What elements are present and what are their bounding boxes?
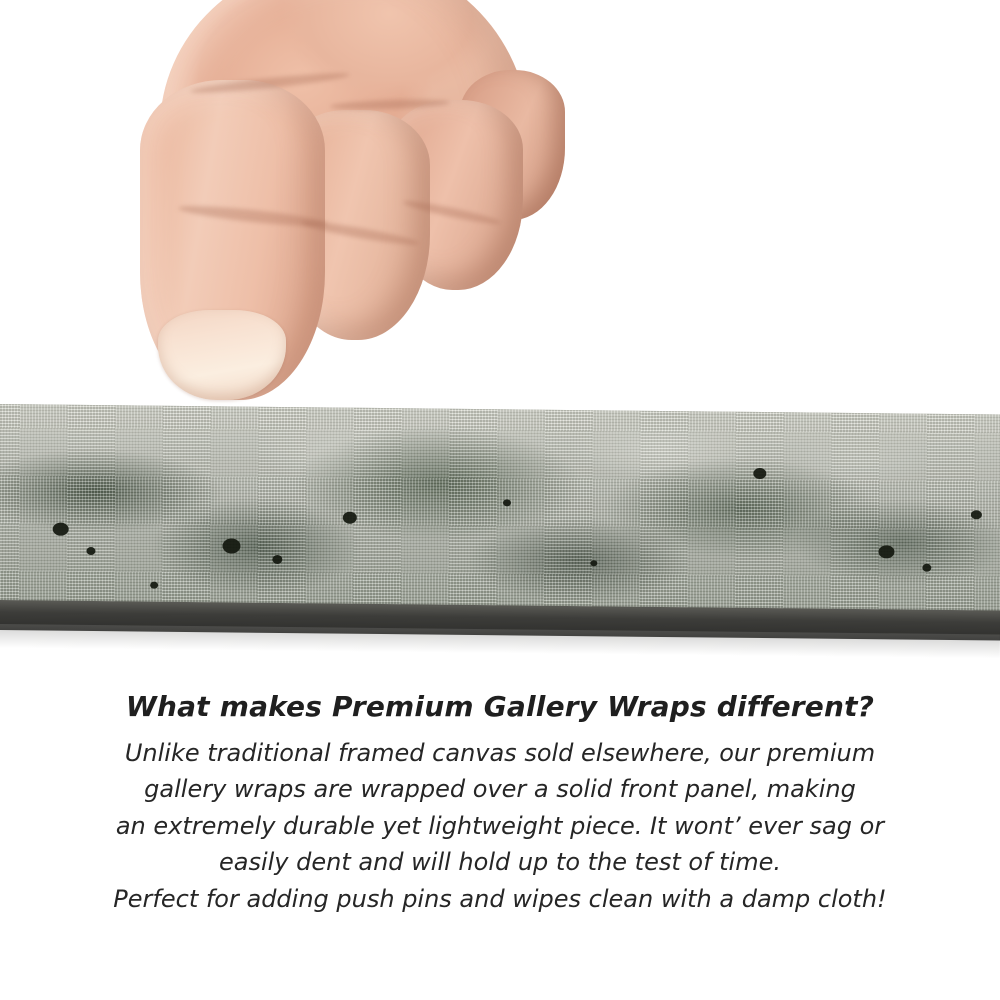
canvas-speck	[86, 547, 95, 555]
canvas-speck	[222, 538, 240, 553]
canvas-speck	[272, 555, 282, 564]
caption-line-5: Perfect for adding push pins and wipes clean with a damp cloth!	[113, 884, 887, 913]
caption-line-4: easily dent and will hold up to the test of time.	[218, 848, 781, 877]
canvas-speck	[971, 510, 982, 519]
caption-heading: What makes Premium Gallery Wraps different?	[125, 690, 875, 723]
canvas-speck	[503, 499, 511, 506]
caption-line-1: Unlike traditional framed canvas sold elsewhere, our premium	[124, 739, 876, 767]
canvas-speck	[753, 468, 766, 479]
caption-line-3: an extremely durable yet lightweight piece. It wont’ ever sag or	[115, 811, 885, 840]
canvas-speck	[343, 512, 357, 524]
canvas-speck	[590, 560, 597, 566]
canvas-speck	[53, 523, 69, 536]
canvas-speck	[150, 582, 158, 589]
canvas-wrap-edge	[0, 404, 1000, 630]
canvas-speck	[878, 545, 894, 558]
canvas-speck	[922, 564, 931, 572]
hand-image	[130, 0, 560, 430]
caption-block	[0, 690, 1000, 917]
caption-line-2: gallery wraps are wrapped over a solid front panel, making	[144, 775, 856, 804]
